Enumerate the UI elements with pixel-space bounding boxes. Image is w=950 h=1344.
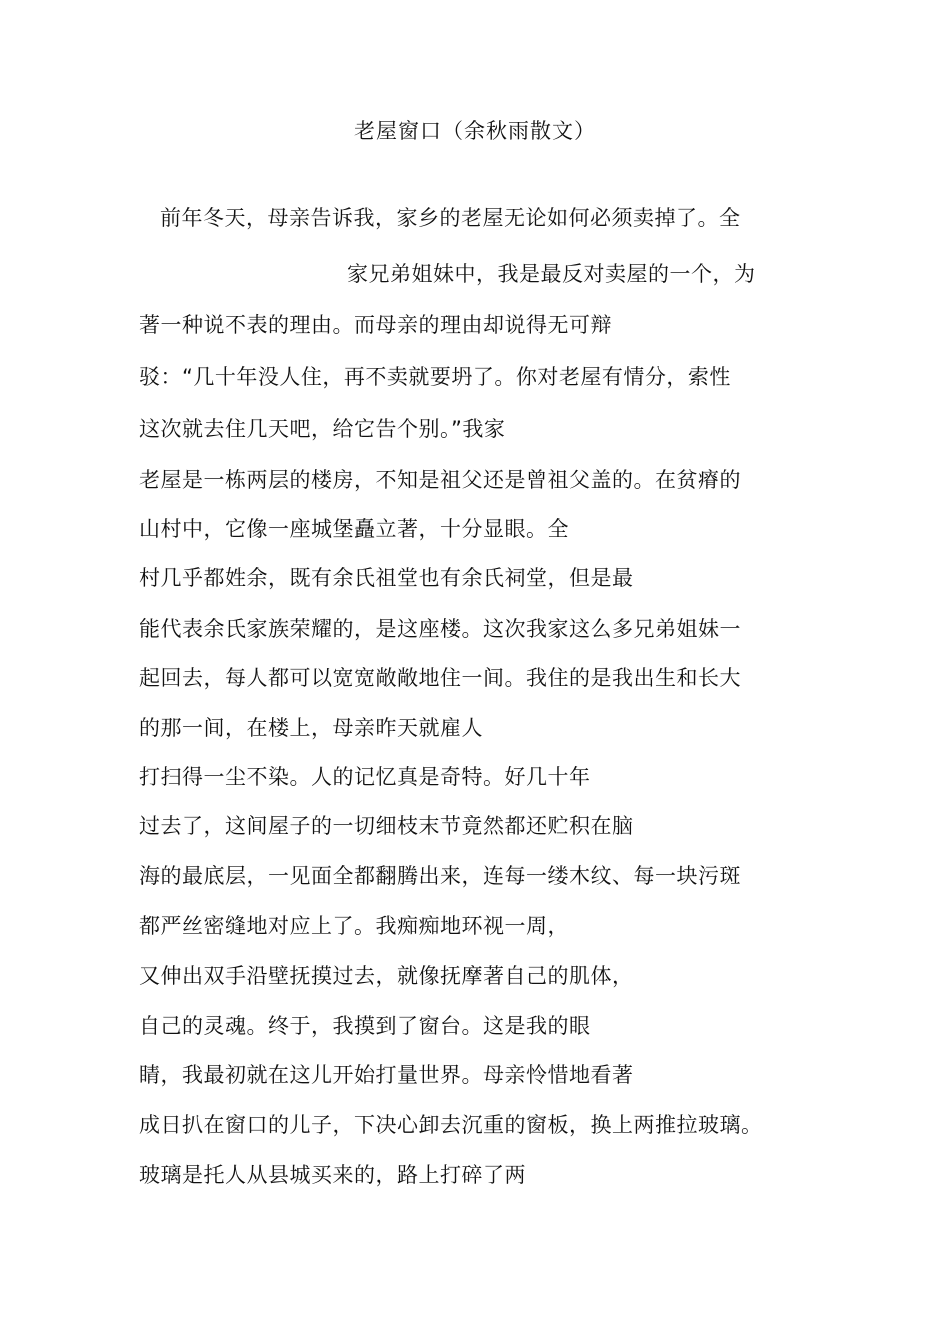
text-line-19: 成日扒在窗口的儿子，下决心卸去沉重的窗板，换上两推拉玻璃。: [139, 1113, 763, 1137]
text-line-9: 能代表余氏家族荣耀的，是这座楼。这次我家这么多兄弟姐妹一: [139, 617, 741, 641]
text-line-2: 家兄弟姐妹中，我是最反对卖屋的一个，为: [347, 262, 756, 286]
text-line-11: 的那一间，在楼上，母亲昨天就雇人: [139, 716, 483, 740]
text-line-16: 又伸出双手沿壁抚摸过去，就像抚摩著自己的肌体，: [139, 964, 634, 988]
document-title: 老屋窗口（余秋雨散文）: [354, 119, 596, 143]
text-line-5: 这次就去住几天吧，给它告个别。”我家: [139, 417, 506, 441]
text-line-3: 著一种说不表的理由。而母亲的理由却说得无可辩: [139, 313, 612, 337]
text-line-1: 前年冬天，母亲告诉我，家乡的老屋无论如何必须卖掉了。全: [160, 206, 741, 230]
text-line-14: 海的最底层，一见面全都翻腾出来，连每一缕木纹、每一块污斑: [139, 864, 741, 888]
text-line-10: 起回去，每人都可以宽宽敞敞地住一间。我住的是我出生和长大: [139, 666, 741, 690]
text-line-12: 打扫得一尘不染。人的记忆真是奇特。好几十年: [139, 765, 591, 789]
text-line-8: 村几乎都姓余，既有余氏祖堂也有余氏祠堂，但是最: [139, 566, 634, 590]
text-line-20: 玻璃是托人从县城买来的，路上打碎了两: [139, 1163, 526, 1187]
text-line-15: 都严丝密缝地对应上了。我痴痴地环视一周，: [139, 914, 569, 938]
text-line-7: 山村中，它像一座城堡矗立著，十分显眼。全: [139, 517, 569, 541]
text-line-4: 驳：“几十年没人住，再不卖就要坍了。你对老屋有情分，索性: [139, 365, 731, 389]
text-line-18: 睛，我最初就在这儿开始打量世界。母亲怜惜地看著: [139, 1063, 634, 1087]
text-line-6: 老屋是一栋两层的楼房，不知是祖父还是曾祖父盖的。在贫瘠的: [139, 468, 741, 492]
text-line-17: 自己的灵魂。终于，我摸到了窗台。这是我的眼: [139, 1014, 591, 1038]
text-line-13: 过去了，这间屋子的一切细枝末节竟然都还贮积在脑: [139, 814, 634, 838]
